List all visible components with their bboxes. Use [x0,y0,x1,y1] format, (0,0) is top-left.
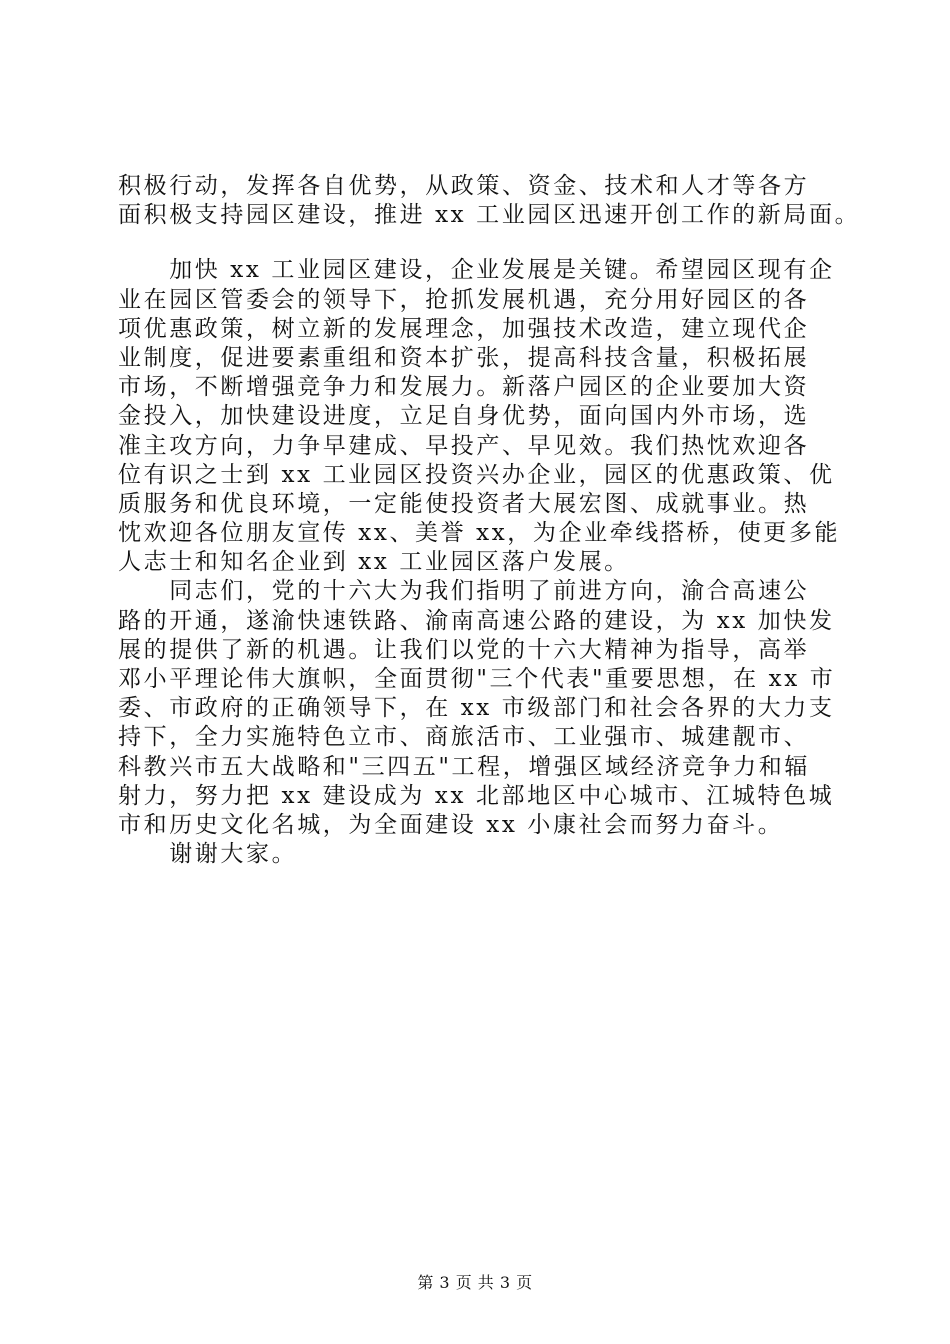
text-line: 业在园区管委会的领导下，抢抓发展机遇，充分用好园区的各 [118,286,810,313]
page-footer [0,1270,950,1293]
text-line: 市场，不断增强竞争力和发展力。新落户园区的企业要加大资 [118,374,810,401]
text-line: 业制度，促进要素重组和资本扩张，提高科技含量，积极拓展 [118,344,810,371]
paragraph-enterprise-development [118,256,848,577]
text-line: 人志士和知名企业到 xx 工业园区落户发展。 [118,549,630,576]
paragraph-closing-of-previous [118,172,861,230]
text-line: 持下，全力实施特色立市、商旅活市、工业强市、城建靓市、 [118,724,810,751]
text-line: 邓小平理论伟大旗帜，全面贯彻"三个代表"重要思想，在 xx 市 [118,666,836,692]
text-line: 位有识之士到 xx 工业园区投资兴办企业，园区的优惠政策、优 [118,461,835,488]
paragraph-thanks [118,840,848,869]
text-line: 积极行动，发挥各自优势，从政策、资金、技术和人才等各方 [118,173,810,199]
text-line: 金投入，加快建设进度，立足自身优势，面向国内外市场，选 [118,403,810,430]
text-line: 射力，努力把 xx 建设成为 xx 北部地区中心城市、江城特色城 [118,782,835,809]
text-line: 市和历史文化名城，为全面建设 xx 小康社会而努力奋斗。 [118,811,784,838]
text-line: 展的提供了新的机遇。让我们以党的十六大精神为指导，高举 [118,636,810,663]
text-line: 质服务和优良环境，一定能使投资者大展宏图、成就事业。热 [118,490,810,517]
text-line: 加快 xx 工业园区建设，企业发展是关键。希望园区现有企 [118,257,835,284]
paragraph-comrades [118,577,848,840]
text-line: 准主攻方向，力争早建成、早投产、早见效。我们热忱欢迎各 [118,432,810,459]
text-line: 项优惠政策，树立新的发展理念，加强技术改造，建立现代企 [118,315,810,342]
page-number-label: 第 3 页 共 3 页 [417,1273,533,1292]
text-line: 忱欢迎各位朋友宣传 xx、美誉 xx，为企业牵线搭桥，使更多能 [118,520,841,547]
text-line: 谢谢大家。 [118,841,298,868]
paragraph-gap [118,230,848,256]
text-line: 委、市政府的正确领导下，在 xx 市级部门和社会各界的大力支 [118,695,835,722]
text-line: 同志们，党的十六大为我们指明了前进方向，渝合高速公 [118,578,810,605]
document-body [118,172,861,869]
text-line: 路的开通，遂渝快速铁路、渝南高速公路的建设，为 xx 加快发 [118,607,835,634]
text-line: 科教兴市五大战略和"三四五"工程，增强区域经济竞争力和辐 [118,753,810,780]
text-line: 面积极支持园区建设，推进 xx 工业园区迅速开创工作的新局面。 [118,202,861,229]
